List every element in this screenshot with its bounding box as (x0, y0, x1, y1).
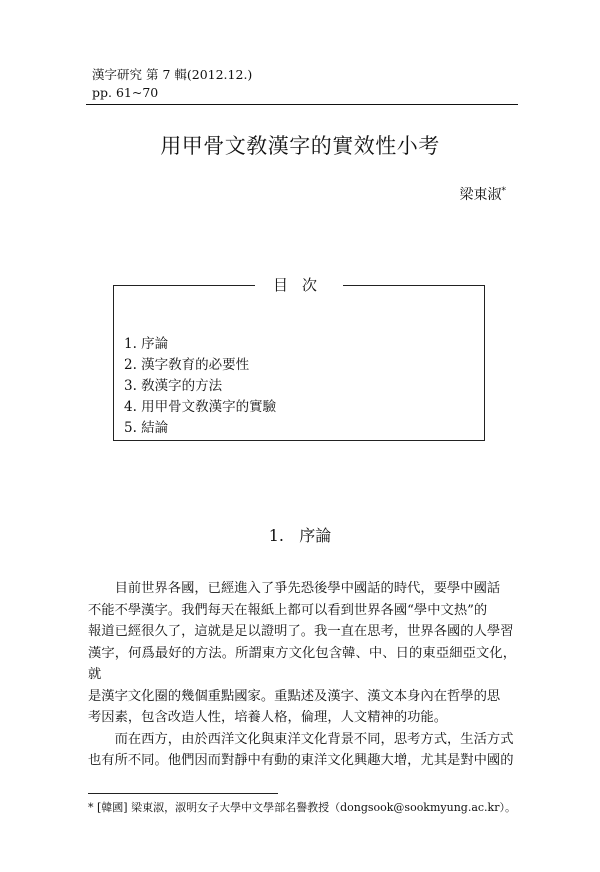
header-rule (86, 104, 518, 105)
text-line: 也有所不同。他們因而對靜中有動的東洋文化興趣大增，尤其是對中國的 (88, 753, 514, 768)
toc-item: 3. 敎漢字的方法 (124, 378, 223, 394)
text-line: 漢字，何爲最好的方法。所謂東方文化包含韓、中、日的東亞細亞文化，就 (88, 645, 516, 682)
toc-heading: 目次 (255, 274, 343, 295)
toc-item: 5. 結論 (124, 420, 169, 436)
text-line: 考因素，包含改造人性，培養人格，倫理，人文精神的功能。 (88, 710, 448, 725)
paragraph (88, 578, 516, 729)
section-number: 1. (268, 526, 284, 545)
footnote-rule (88, 793, 278, 794)
journal-info (92, 66, 252, 102)
section-heading (0, 523, 600, 546)
toc-item: 4. 用甲骨文敎漢字的實驗 (124, 399, 277, 415)
body-text (88, 578, 516, 772)
text-line: 報道已經很久了，這就是足以證明了。我一直在思考，世界各國的人學習 (88, 624, 514, 639)
footnote: * [韓國] 梁東淑，淑明女子大學中文學部名譽教授（dongsook@sookmyung.ac.kr）。 (88, 801, 516, 814)
journal-volume: 漢字研究 第 7 輯(2012.12.) (92, 67, 253, 82)
section-title: 序論 (299, 526, 332, 545)
author-footnote-mark: * (501, 186, 506, 197)
journal-pages: pp. 61~70 (92, 85, 159, 100)
author-name: 梁東淑 (459, 187, 502, 203)
toc-item: 2. 漢字敎育的必要性 (124, 357, 250, 373)
text-line: 目前世界各國，已經進入了爭先恐後學中國話的時代，要學中國話 (114, 581, 501, 596)
text-line: 而在西方，由於西洋文化與東洋文化背景不同，思考方式，生活方式 (114, 731, 514, 747)
paragraph (88, 729, 516, 772)
paper-title: 用甲骨文敎漢字的實效性小考 (160, 134, 440, 158)
table-of-contents (113, 276, 485, 441)
author (460, 184, 507, 204)
text-line: 是漢字文化圈的幾個重點國家。重點述及漢字、漢文本身內在哲學的思 (88, 688, 501, 704)
text-line: 不能不學漢字。我們每天在報紙上都可以看到世界各國“學中文热”的 (88, 602, 488, 618)
toc-item: 1. 序論 (124, 336, 169, 352)
toc-list (124, 334, 276, 439)
